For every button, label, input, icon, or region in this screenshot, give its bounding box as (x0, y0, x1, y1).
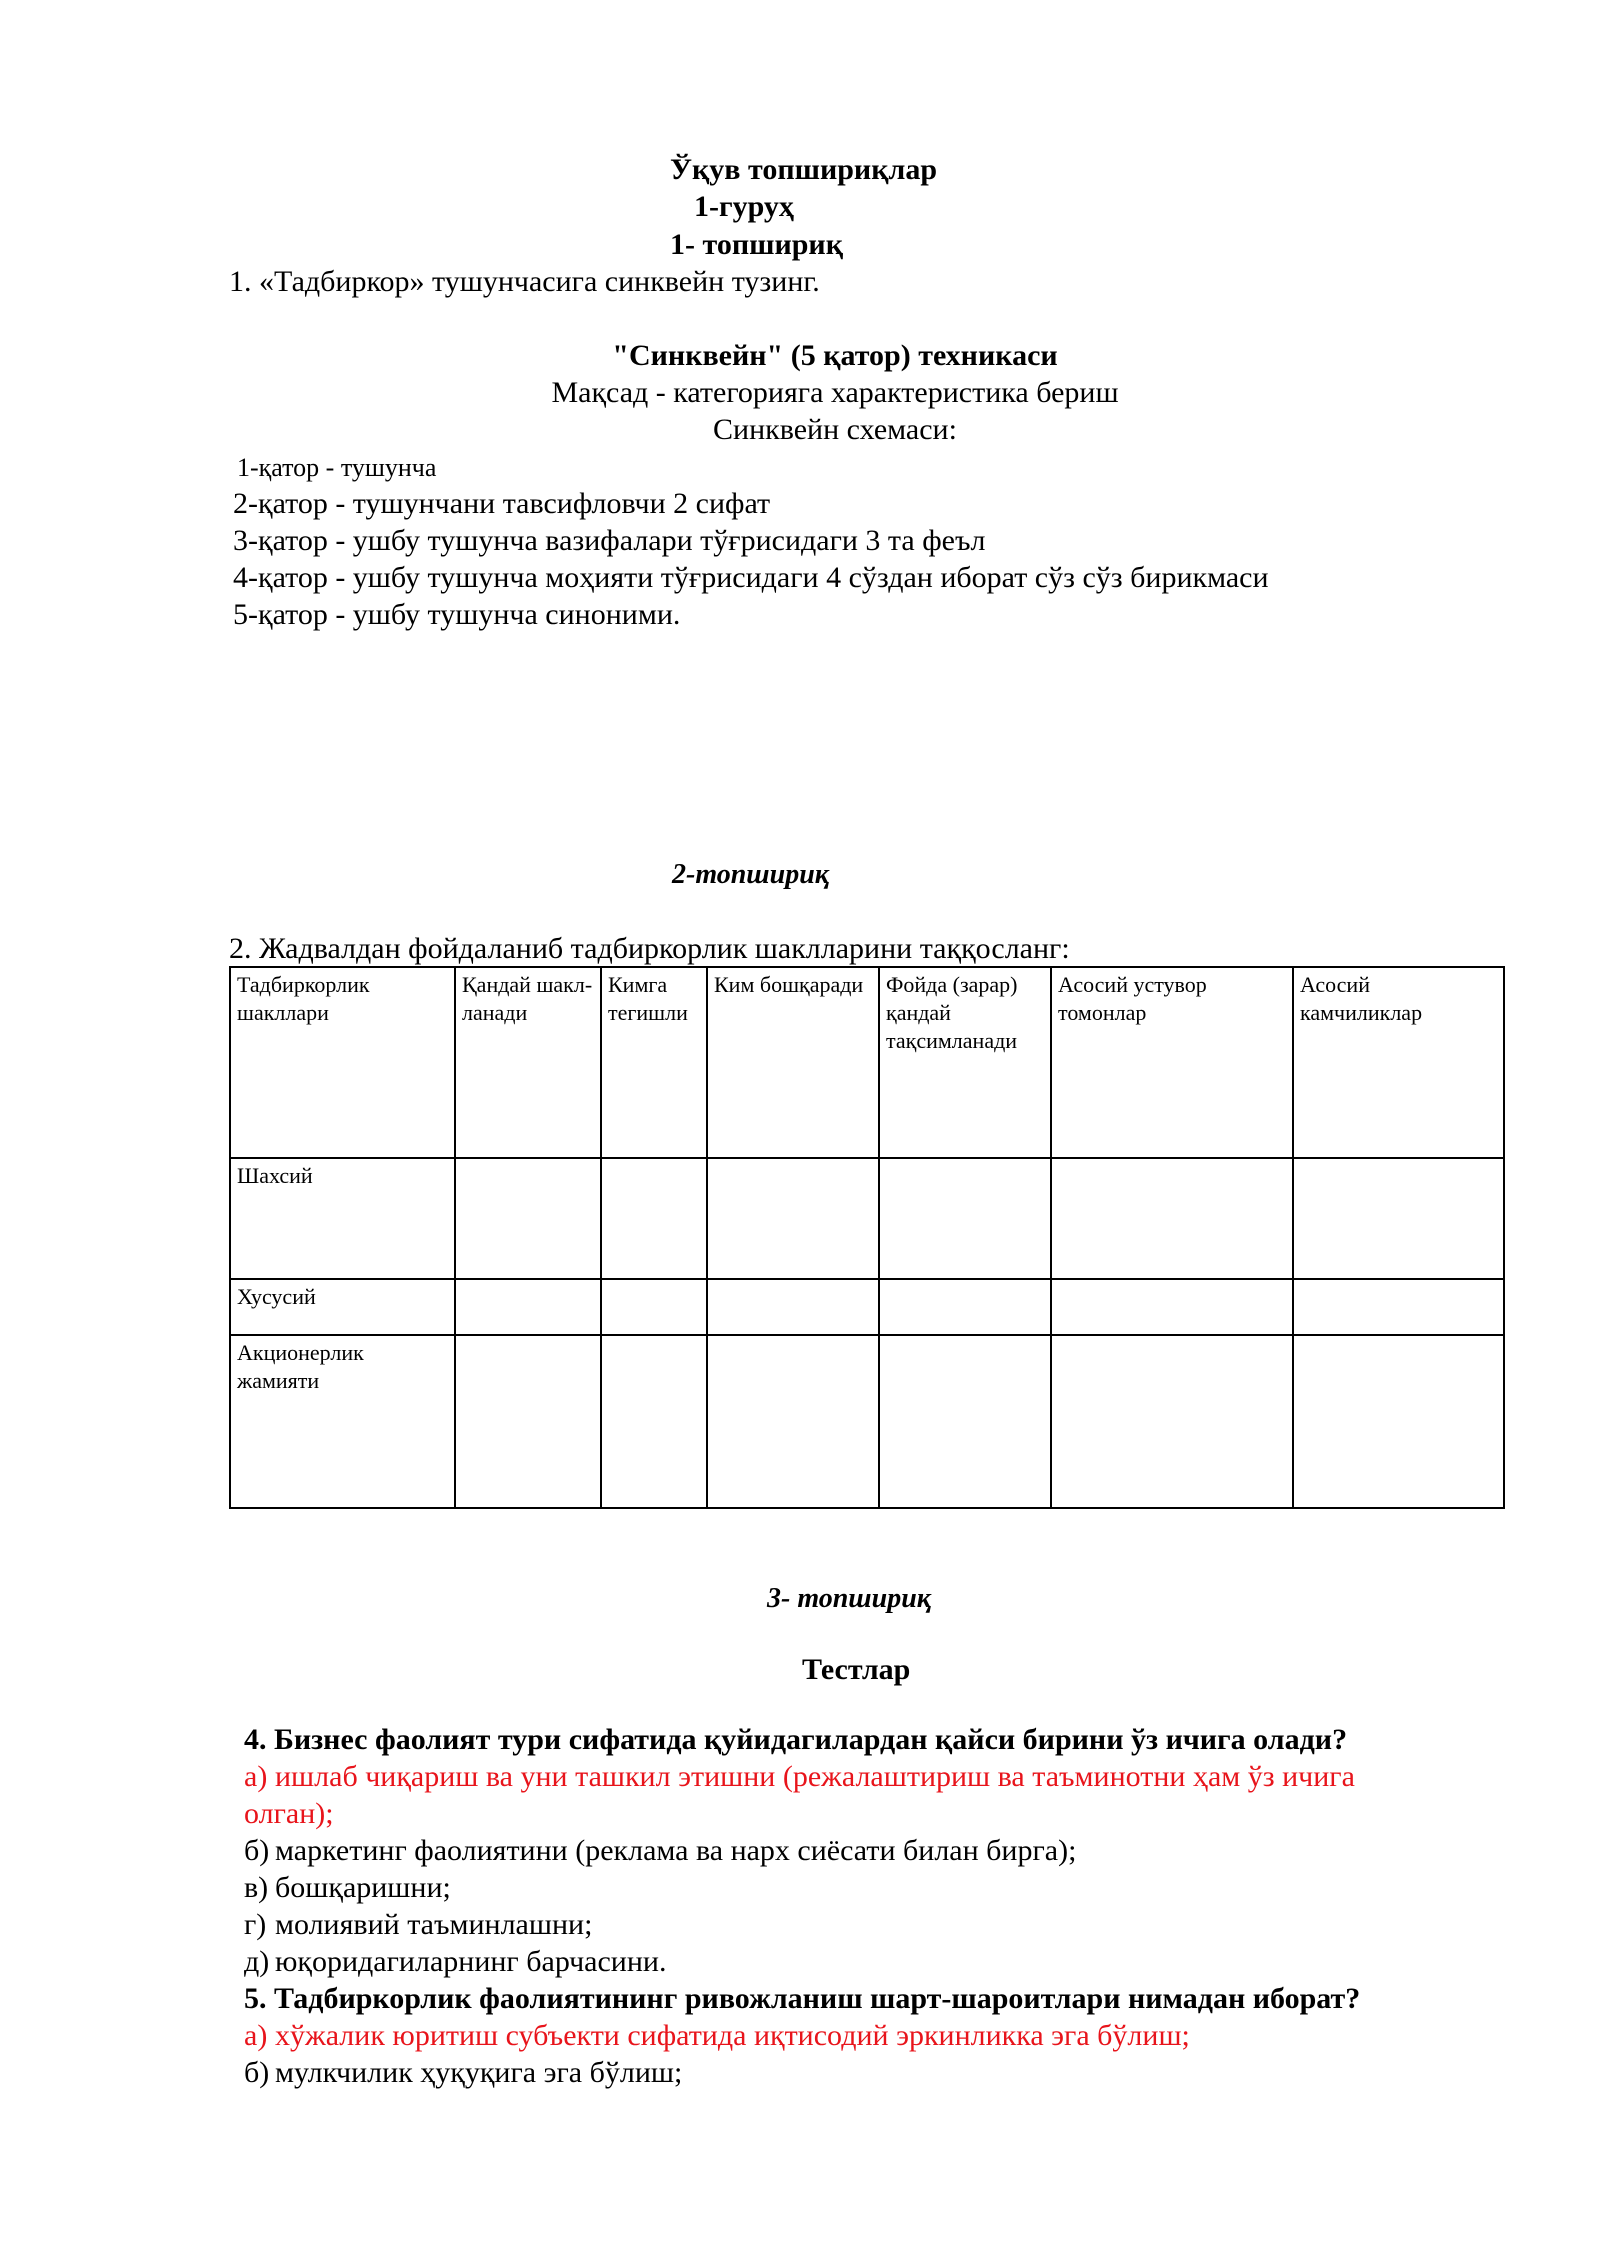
scheme-row-4: 4-қатор - ушбу тушунча моҳияти тўғрисидаги 4 сўздан иборат сўз сўз бирикмаси (233, 561, 1269, 594)
tests-title: Тестлар (802, 1653, 911, 1686)
goal-text: Мақсад - категорияга характеристика бериш (551, 376, 1119, 409)
task1-heading: 1- топшириқ (670, 228, 843, 261)
option-letter: д) (244, 1945, 270, 1978)
option-text: мулкчилик ҳуқуқига эга бўлиш; (275, 2056, 683, 2089)
option-text: маркетинг фаолиятини (реклама ва нарх сиёсати билан бирга); (275, 1834, 1077, 1867)
option-text: ишлаб чиқариш ва уни ташкил этишни (режалаштириш ва таъминотни ҳам ўз ичига (275, 1760, 1355, 1793)
table-cell (1293, 1335, 1504, 1508)
table-cell (1051, 1158, 1293, 1279)
table-row (230, 1279, 1504, 1335)
table-cell (879, 1335, 1051, 1508)
task2-instruction: 2. Жадвалдан фойдаланиб тадбиркорлик шаклларини таққосланг: (229, 932, 1070, 965)
header-cell: Фойда (зарар) қандай тақсимланади (879, 967, 1051, 1158)
table-cell (879, 1279, 1051, 1335)
table-cell (455, 1279, 601, 1335)
task1-instruction: 1. «Тадбиркор» тушунчасига синквейн тузинг. (229, 265, 820, 298)
header-cell: Кимга тегишли (601, 967, 707, 1158)
header-cell: Асосий устувор томонлар (1051, 967, 1293, 1158)
scheme-title: Синквейн схемаси: (713, 413, 957, 446)
option-letter: б) (244, 2056, 270, 2089)
comparison-table (229, 966, 1505, 1509)
header-cell: Асосий камчиликлар (1293, 967, 1504, 1158)
option-text: бошқаришни; (275, 1871, 451, 1904)
task2-heading: 2-топшириқ (672, 859, 829, 890)
option-text: юқоридагиларнинг барчасини. (275, 1945, 667, 1978)
table-cell (707, 1335, 879, 1508)
table-cell (879, 1158, 1051, 1279)
q4-option-a (244, 1759, 1355, 1795)
option-letter: в) (244, 1871, 269, 1904)
table-cell (707, 1158, 879, 1279)
row-label: Акционерлик жамияти (230, 1335, 455, 1508)
header-cell: Қандай шакл-ланади (455, 967, 601, 1158)
table-cell (601, 1279, 707, 1335)
table-cell (1293, 1279, 1504, 1335)
header-cell: Ким бошқаради (707, 967, 879, 1158)
scheme-row-3: 3-қатор - ушбу тушунча вазифалари тўғрисидаги 3 та феъл (233, 524, 986, 557)
table-row (230, 1335, 1504, 1508)
row-label: Шахсий (230, 1158, 455, 1279)
scheme-row-2: 2-қатор - тушунчани тавсифловчи 2 сифат (233, 487, 771, 520)
table-row (230, 1158, 1504, 1279)
row-label: Хусусий (230, 1279, 455, 1335)
technique-title: "Синквейн" (5 қатор) техникаси (612, 339, 1058, 372)
q4-option-d (244, 1907, 592, 1943)
table-cell (1293, 1158, 1504, 1279)
page-title: Ўқув топшириқлар (670, 153, 938, 186)
question-4: 4. Бизнес фаолият тури сифатида қуйидагилардан қайси бирини ўз ичига олади? (244, 1723, 1348, 1756)
option-text: молиявий таъминлашни; (275, 1908, 593, 1941)
q4-option-e (244, 1944, 666, 1980)
table-header-row (230, 967, 1504, 1158)
task3-heading: 3- топшириқ (767, 1583, 931, 1614)
q5-option-b (244, 2055, 682, 2091)
option-letter: а) (244, 2019, 268, 2052)
table-cell (455, 1335, 601, 1508)
question-5: 5. Тадбиркорлик фаолиятининг ривожланиш шарт-шароитлари нимадан иборат? (244, 1982, 1361, 2015)
table-cell (601, 1158, 707, 1279)
scheme-row-5: 5-қатор - ушбу тушунча синоними. (233, 598, 681, 631)
header-cell: Тадбиркорлик шакллари (230, 967, 455, 1158)
option-letter: б) (244, 1834, 270, 1867)
table-cell (601, 1335, 707, 1508)
q5-option-a (244, 2018, 1190, 2054)
option-letter: г) (244, 1908, 267, 1941)
q4-option-b (244, 1833, 1076, 1869)
q4-option-c (244, 1870, 451, 1906)
option-letter: а) (244, 1760, 268, 1793)
group-label: 1-гуруҳ (694, 190, 794, 223)
table-cell (1051, 1335, 1293, 1508)
table-cell (455, 1158, 601, 1279)
option-text: хўжалик юритиш субъекти сифатида иқтисодий эркинликка эга бўлиш; (275, 2019, 1190, 2052)
table-cell (707, 1279, 879, 1335)
table-cell (1051, 1279, 1293, 1335)
scheme-row-1: 1-қатор - тушунча (237, 453, 437, 482)
q4-option-a-cont: олган); (244, 1797, 334, 1830)
